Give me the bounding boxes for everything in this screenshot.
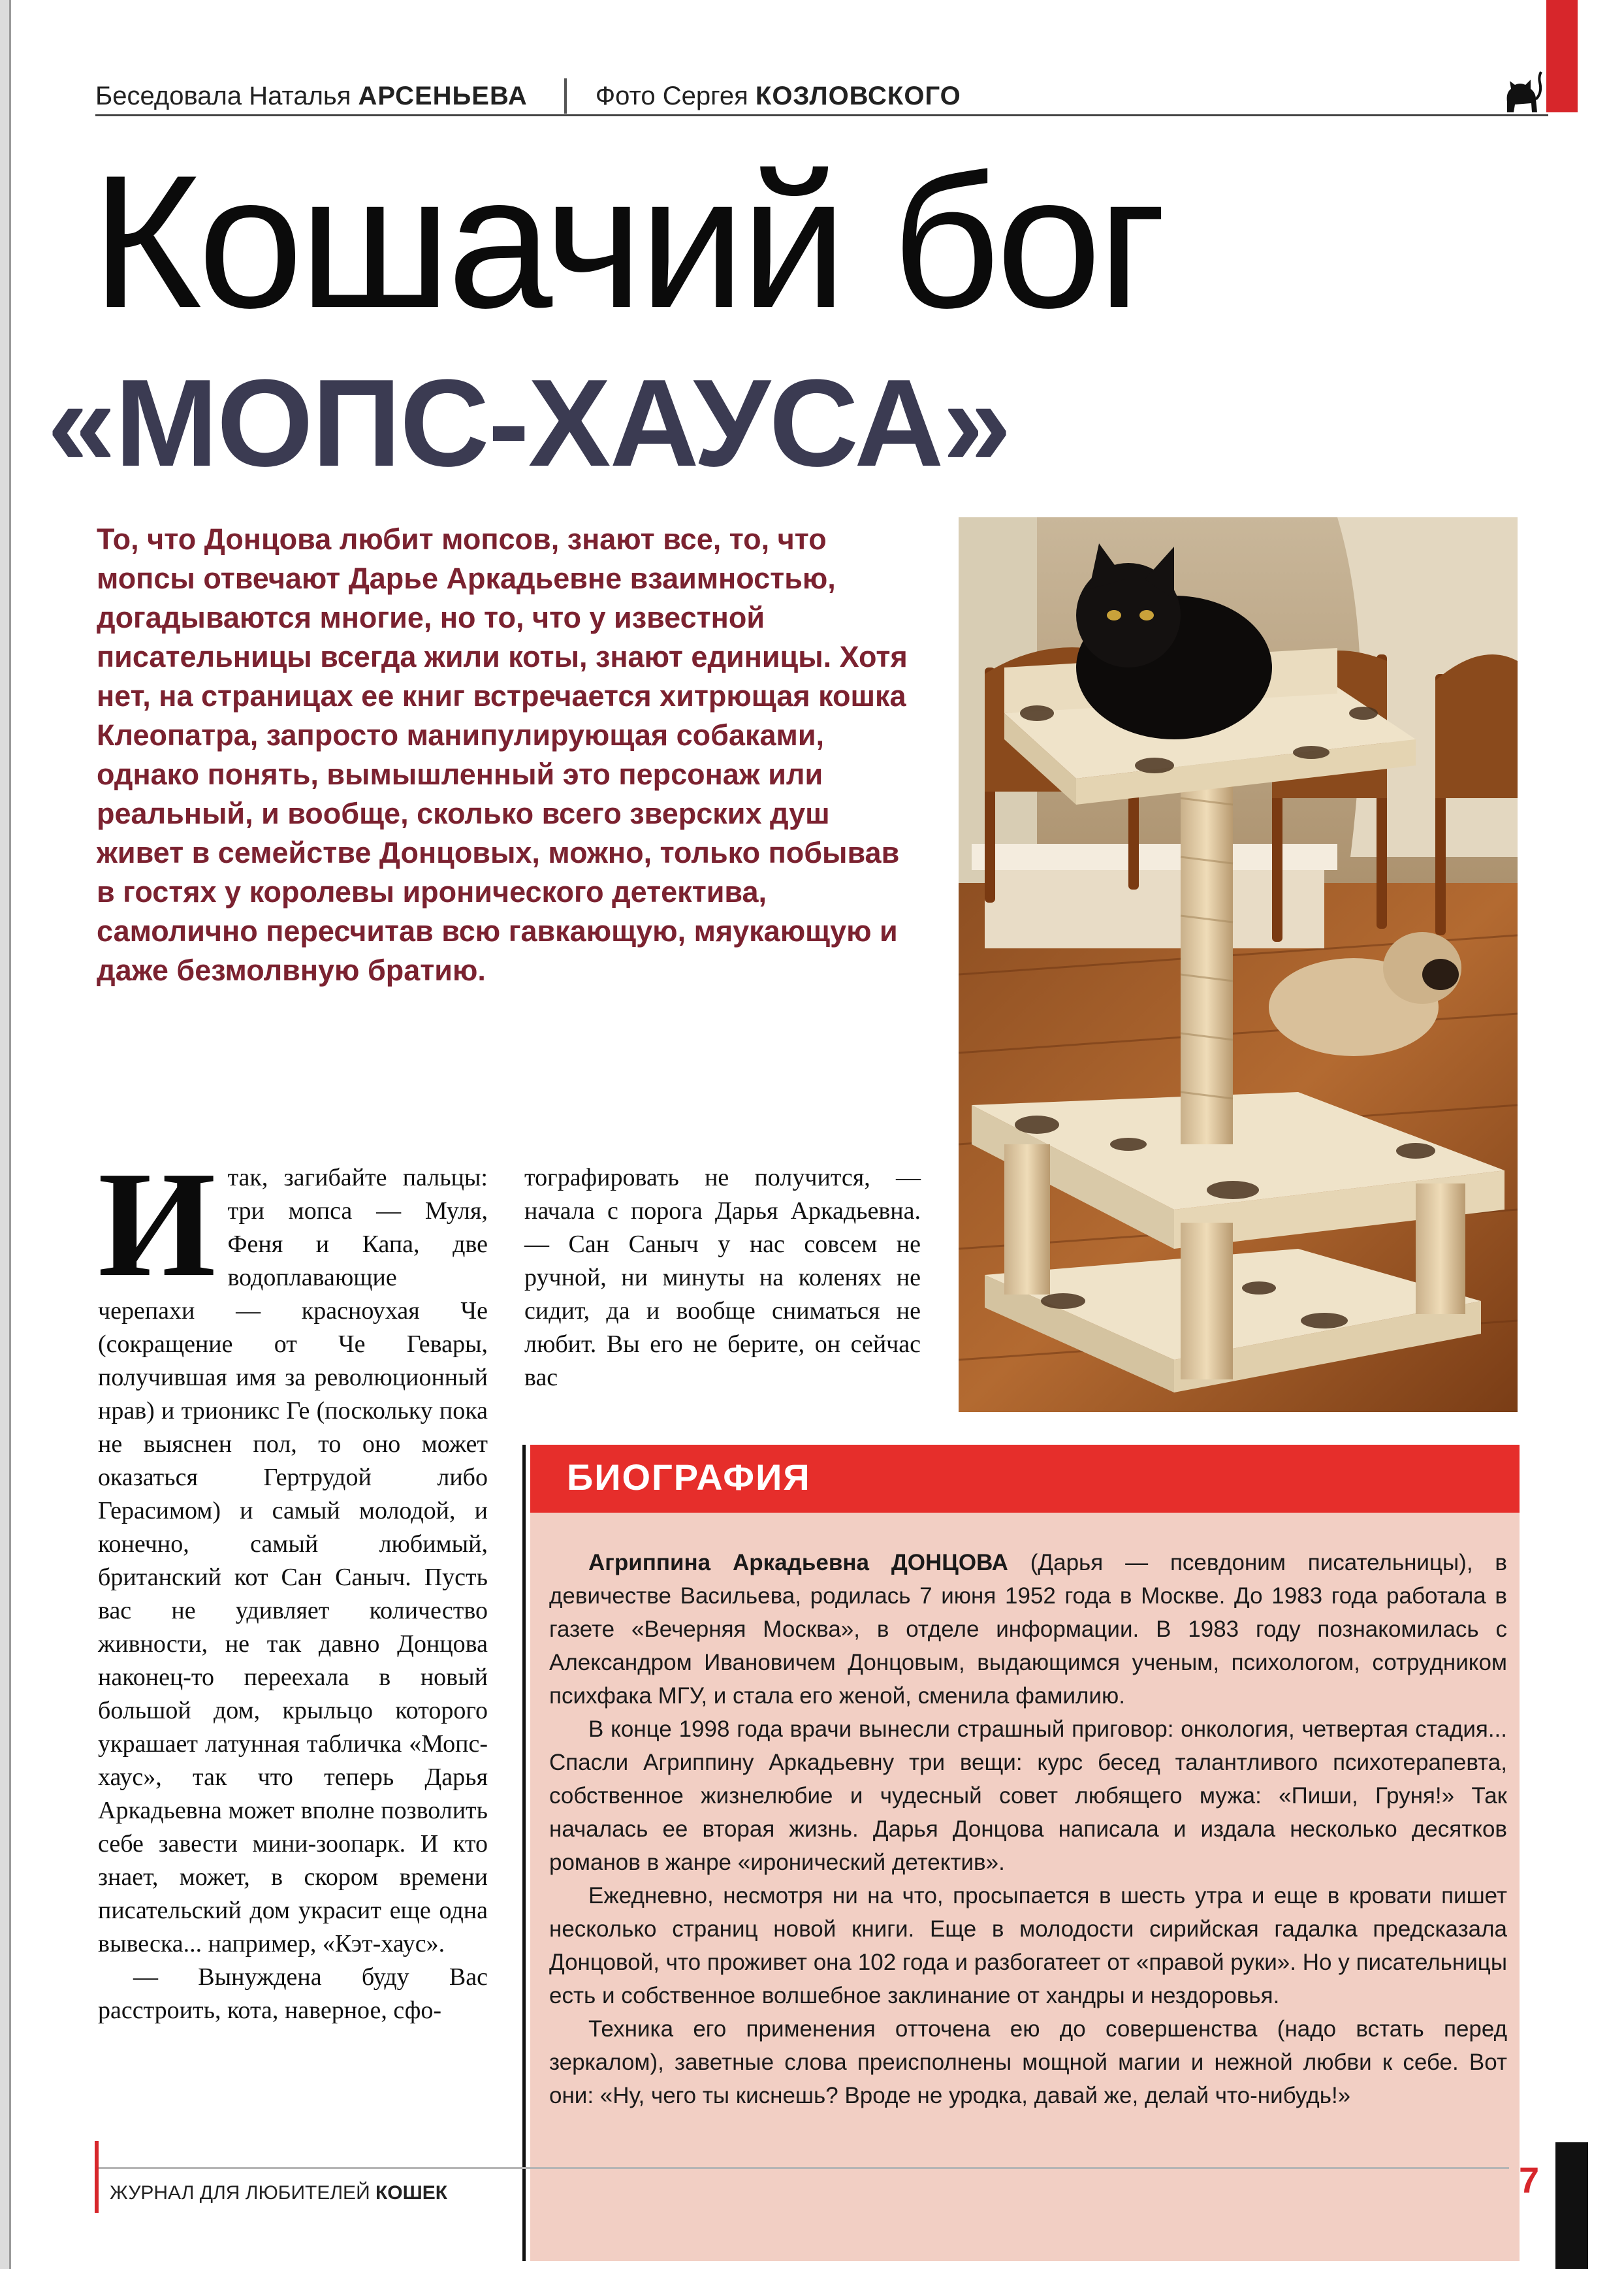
page-edge-bar <box>1555 2142 1588 2269</box>
headline-line1: Кошачий бог <box>91 136 1163 347</box>
credits-line <box>95 78 961 114</box>
footer-magazine-name <box>110 2180 447 2206</box>
bio-paragraph-3: Ежедневно, несмотря ни на что, просыпается в шесть утра и еще в кровати пишет несколько страниц новой книги. Еще в молодости сирийская гадалка предсказала Донцовой, что проживет она 102 года и разбогатеет от «правой руки». Но у писательницы есть и собственное волшебное заклинание от хандры и нездоровья. <box>549 1883 1507 2008</box>
body-paragraph-3: тографировать не получится, — начала с порога Дарья Аркадьевна. — Сан Саныч у нас совсем не ручной, ни минуты на коленях не сидит, да и вообще сниматься не любит. Вы его не берите, он сейчас вас <box>524 1164 921 1391</box>
interview-prefix: Беседовала Наталья <box>95 82 351 110</box>
bio-paragraph-4: Техника его применения отточена ею до совершенства (надо встать перед зеркалом), заветные слова преисполнены мощной магии и нежной любви к себе. Вот они: «Ну, чего ты киснешь? Вроде не уродка, давай же, делай что-нибудь!» <box>549 2016 1507 2108</box>
body-column-2 <box>524 1161 921 1394</box>
photo-prefix: Фото Сергея <box>595 82 748 110</box>
cat-tree-photo <box>959 517 1518 1412</box>
bio-paragraph-1 <box>549 1546 1507 1713</box>
credits-separator <box>564 78 567 114</box>
bio-text <box>549 1546 1507 2112</box>
body-column-1 <box>98 1140 488 2027</box>
gutter-line <box>9 0 11 2269</box>
body-paragraph-2: — Вынуждена буду Вас расстроить, кота, наверное, сфо- <box>98 1963 488 2024</box>
top-red-bar <box>1546 0 1578 112</box>
footer-magazine-bold: КОШЕК <box>375 2182 448 2204</box>
page-number: 7 <box>1519 2159 1540 2200</box>
bio-left-rule <box>522 1445 526 2261</box>
bio-heading: БИОГРАФИЯ <box>567 1456 811 1498</box>
headline-line2: «МОПС-ХАУСА» <box>47 354 1011 492</box>
body-paragraph-1: так, загибайте пальцы: три мопса — Муля, Феня и Капа, две водоплавающие черепахи — красноухая Че (сокращение от Че Гевары, получившая имя за революционный нрав) и трионикс Ге (поскольку пока не выяснен пол, то оно может оказаться Гертрудой либо Герасимом) и самый молодой, и конечно, самый любимый, британский кот Сан Саныч. Пусть вас не удивляет количество живности, не так давно Донцова наконец-то переехала в новый большой дом, крыльцо которого украшает латунная табличка «Мопс-хаус», так что теперь Дарья Аркадьевна может вполне позволить себе завести мини-зоопарк. И кто знает, может, в скором времени писательский дом украсит еще одна вывеска... например, «Кэт-хаус». <box>98 1164 488 1957</box>
bio-paragraph-2: В конце 1998 года врачи вынесли страшный приговор: онкология, четвертая стадия... Спасли Агриппину Аркадьевну три вещи: курс бесед талантливого психотерапевта, собственное жизнелюбие и чудесный совет любящего мужа: «Пиши, Груня!» Так началась ее вторая жизнь. Дарья Донцова написала и издала несколько десятков романов в жанре «иронический детектив». <box>549 1716 1507 1875</box>
interview-name: АРСЕНЬЕВА <box>358 82 528 110</box>
bio-subject-name: Агриппина Аркадьевна ДОНЦОВА <box>588 1550 1008 1575</box>
photo-name: КОЗЛОВСКОГО <box>755 82 961 110</box>
lead-paragraph: То, что Донцова любит мопсов, знают все, то, что мопсы отвечают Дарье Аркадьевне взаимностью, догадываются многие, но то, что у известной писательницы всегда жили коты, знают единицы. Хотя нет, на страницах ее книг встречается хитрющая кошка Клеопатра, запросто манипулирующая собаками, однако понять, вымышленный это персонаж или реальный, и вообще, сколько всего зверских душ живет в семействе Донцовых, можно, только побывав в гостях у королевы иронического детектива, самолично пересчитав всю гавкающую, мяукающую и даже безмолвную братию. <box>97 523 908 987</box>
top-rule <box>95 114 1548 116</box>
bio-paragraph-1-text: (Дарья — псевдоним писательницы), в девичестве Васильева, родилась 7 июня 1952 года в Москве. До 1983 года работала в газете «Вечерняя Москва», в отделе информации. В 1983 году познакомилась с Александром Ивановичем Донцовым, выдающимся ученым, психологом, сотрудником психфака МГУ, и стала его женой, сменила фамилию. <box>549 1550 1508 1709</box>
page-gutter <box>0 0 9 2269</box>
footer-magazine-prefix: ЖУРНАЛ ДЛЯ ЛЮБИТЕЛЕЙ <box>110 2182 370 2204</box>
footer-rule <box>99 2167 1509 2169</box>
footer-red-mark <box>95 2141 99 2213</box>
cat-silhouette-icon <box>1502 63 1545 115</box>
drop-cap: И <box>98 1140 216 1308</box>
